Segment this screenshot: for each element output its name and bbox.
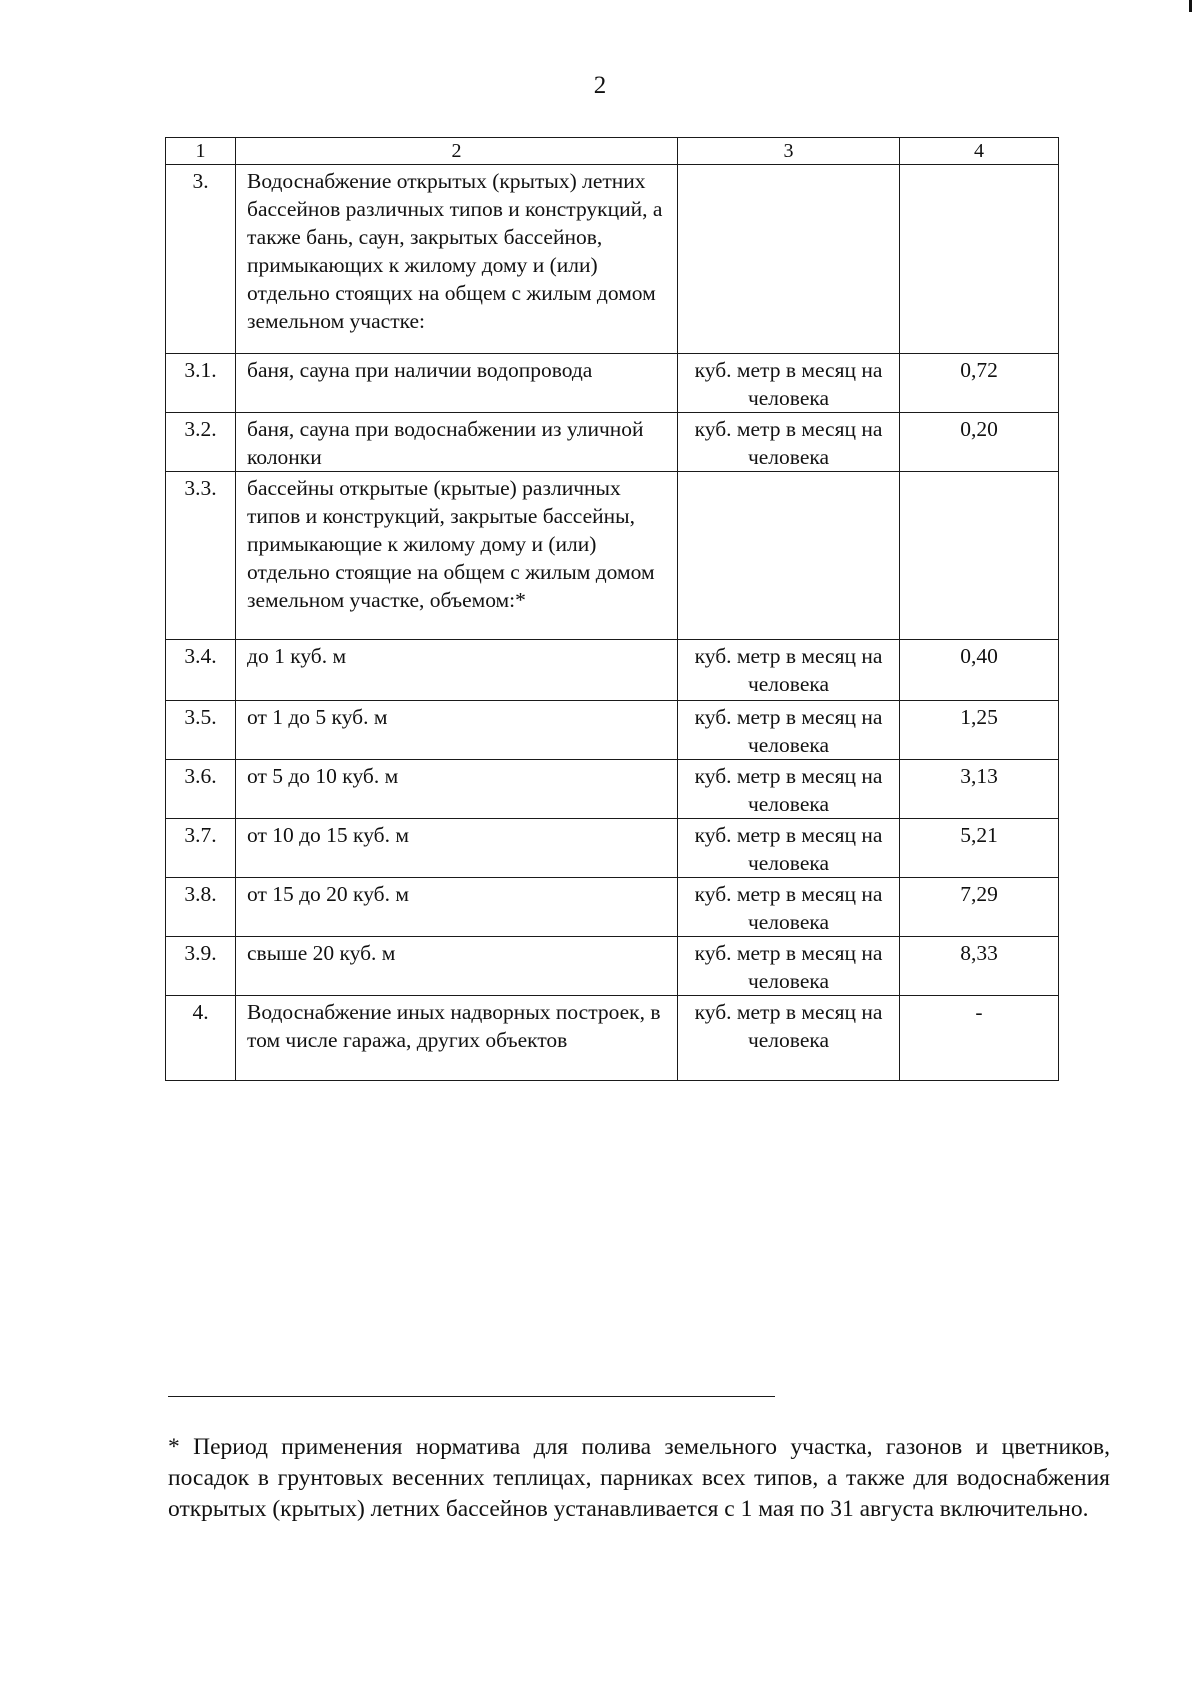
row-number: 4. — [166, 996, 236, 1081]
row-description: от 10 до 15 куб. м — [236, 819, 678, 878]
row-description: Водоснабжение открытых (крытых) летних бассейнов различных типов и конструкций, а также бань, саун, закрытых бассейнов, примыкающих к жилому дому и (или) отдельно стоящих на общем с жилым домом земельном участке: — [236, 165, 678, 354]
row-description: от 15 до 20 куб. м — [236, 878, 678, 937]
row-number: 3.4. — [166, 640, 236, 701]
table-row — [166, 819, 1059, 878]
table-header-row — [166, 138, 1059, 165]
column-header: 3 — [678, 138, 900, 165]
row-number: 3.5. — [166, 701, 236, 760]
scan-edge-mark — [1189, 0, 1192, 12]
row-number: 3.8. — [166, 878, 236, 937]
row-description: бассейны открытые (крытые) различных типов и конструкций, закрытые бассейны, примыкающие к жилому дому и (или) отдельно стоящие на общем с жилым домом земельном участке, объемом:* — [236, 472, 678, 640]
row-description: Водоснабжение иных надворных построек, в том числе гаража, других объектов — [236, 996, 678, 1081]
row-value: 7,29 — [900, 878, 1059, 937]
page-number: 2 — [593, 72, 607, 99]
table-row — [166, 472, 1059, 640]
row-number: 3.2. — [166, 413, 236, 472]
row-description: от 5 до 10 куб. м — [236, 760, 678, 819]
row-value — [900, 165, 1059, 354]
footnote: * Период применения норматива для полива земельного участка, газонов и цветников, посадок в грунтовых весенних теплицах, парниках всех типов, а также для водоснабжения открытых (крытых) летних бассейнов устанавливается с 1 мая по 31 августа включительно. — [168, 1434, 1110, 1522]
table-row — [166, 701, 1059, 760]
table-row — [166, 760, 1059, 819]
column-header: 4 — [900, 138, 1059, 165]
row-number: 3.7. — [166, 819, 236, 878]
row-number: 3.9. — [166, 937, 236, 996]
row-unit: куб. метр в месяц на человека — [678, 413, 900, 472]
row-description: до 1 куб. м — [236, 640, 678, 701]
row-value: - — [900, 996, 1059, 1081]
row-value: 0,40 — [900, 640, 1059, 701]
row-value: 5,21 — [900, 819, 1059, 878]
table-row — [166, 996, 1059, 1081]
column-header: 1 — [166, 138, 236, 165]
table-row — [166, 354, 1059, 413]
row-unit: куб. метр в месяц на человека — [678, 996, 900, 1081]
row-value: 1,25 — [900, 701, 1059, 760]
row-description: от 1 до 5 куб. м — [236, 701, 678, 760]
row-unit — [678, 472, 900, 640]
row-unit: куб. метр в месяц на человека — [678, 878, 900, 937]
row-value: 3,13 — [900, 760, 1059, 819]
row-number: 3.6. — [166, 760, 236, 819]
row-value: 0,20 — [900, 413, 1059, 472]
row-unit: куб. метр в месяц на человека — [678, 819, 900, 878]
table-row — [166, 937, 1059, 996]
row-unit: куб. метр в месяц на человека — [678, 937, 900, 996]
row-description: баня, сауна при наличии водопровода — [236, 354, 678, 413]
row-unit: куб. метр в месяц на человека — [678, 354, 900, 413]
row-number: 3.1. — [166, 354, 236, 413]
row-unit: куб. метр в месяц на человека — [678, 760, 900, 819]
row-description: свыше 20 куб. м — [236, 937, 678, 996]
norms-table — [165, 137, 1059, 1081]
table-row — [166, 878, 1059, 937]
row-number: 3. — [166, 165, 236, 354]
row-value: 0,72 — [900, 354, 1059, 413]
table-row — [166, 640, 1059, 701]
row-unit — [678, 165, 900, 354]
footnote-separator — [168, 1396, 775, 1397]
table-row — [166, 165, 1059, 354]
row-unit: куб. метр в месяц на человека — [678, 701, 900, 760]
row-unit: куб. метр в месяц на человека — [678, 640, 900, 701]
row-value — [900, 472, 1059, 640]
row-value: 8,33 — [900, 937, 1059, 996]
row-number: 3.3. — [166, 472, 236, 640]
table-row — [166, 413, 1059, 472]
row-description: баня, сауна при водоснабжении из уличной колонки — [236, 413, 678, 472]
column-header: 2 — [236, 138, 678, 165]
